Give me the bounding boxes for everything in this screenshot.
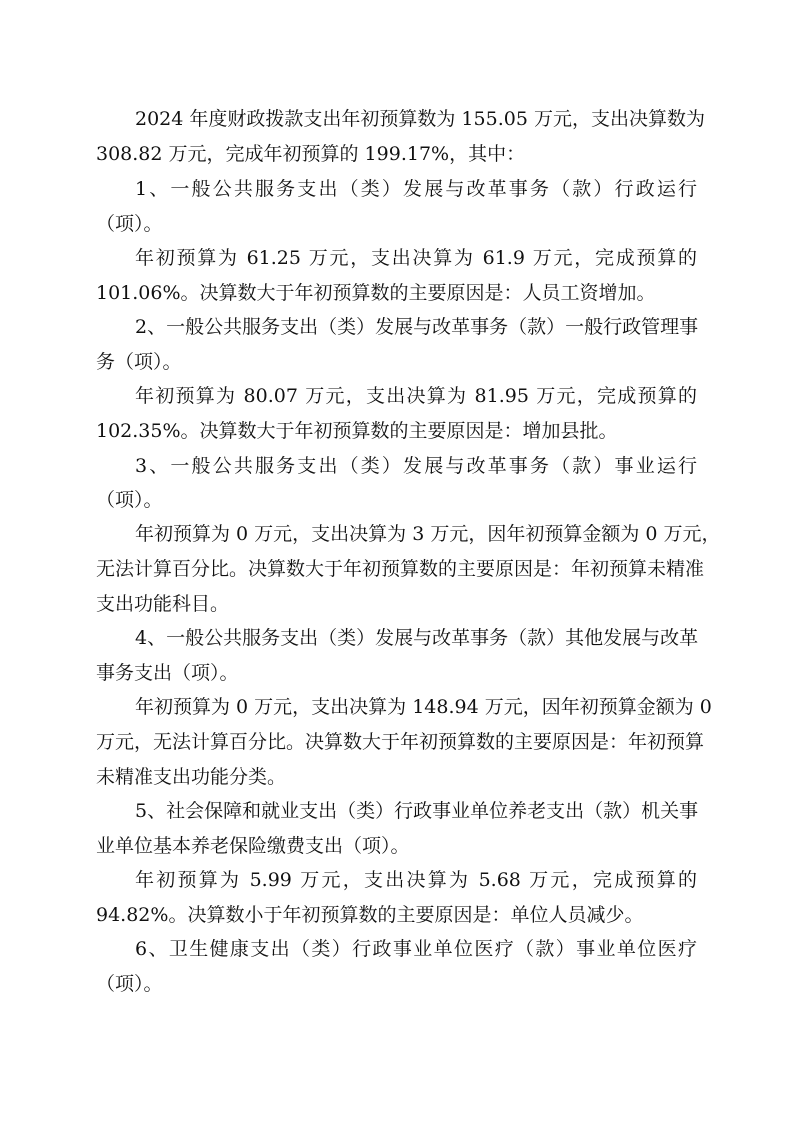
- summary-line-2: 308.82 万元，完成年初预算的 199.17%，其中：: [96, 143, 526, 165]
- item-3-heading-line-1: 3、一般公共服务支出（类）发展与改革事务（款）事业运行: [135, 455, 697, 477]
- item-1-heading-line-2: （项）。: [96, 213, 163, 235]
- item-4-detail-line-2: 万元，无法计算百分比。决算数大于年初预算数的主要原因是：年初预算: [96, 731, 705, 753]
- item-3-detail-line-2: 无法计算百分比。决算数大于年初预算数的主要原因是：年初预算未精准: [96, 558, 705, 580]
- item-4-detail-line-3: 未精准支出功能分类。: [96, 766, 287, 788]
- summary-line-1: 2024 年度财政拨款支出年初预算数为 155.05 万元，支出决算数为: [135, 108, 705, 130]
- item-5-heading-line-1: 5、社会保障和就业支出（类）行政事业单位养老支出（款）机关事: [135, 800, 699, 822]
- item-4-detail-line-1: 年初预算为 0 万元，支出决算为 148.94 万元，因年初预算金额为 0: [135, 696, 712, 718]
- item-5-heading-line-2: 业单位基本养老保险缴费支出（项）。: [96, 835, 410, 857]
- item-3-heading-line-2: （项）。: [96, 489, 163, 511]
- item-2-heading-line-2: 务（项）。: [96, 351, 182, 373]
- item-5-detail-line-1: 年初预算为 5.99 万元，支出决算为 5.68 万元，完成预算的: [135, 869, 697, 891]
- item-2-detail-line-2: 102.35%。决算数大于年初预算数的主要原因是：增加县批。: [96, 420, 618, 442]
- item-1-detail-line-2: 101.06%。决算数大于年初预算数的主要原因是：人员工资增加。: [96, 282, 656, 304]
- item-6-heading-line-1: 6、卫生健康支出（类）行政事业单位医疗（款）事业单位医疗: [135, 938, 697, 960]
- item-5-detail-line-2: 94.82%。决算数小于年初预算数的主要原因是：单位人员减少。: [96, 904, 644, 926]
- item-1-detail-line-1: 年初预算为 61.25 万元，支出决算为 61.9 万元，完成预算的: [135, 247, 697, 269]
- item-2-detail-line-1: 年初预算为 80.07 万元，支出决算为 81.95 万元，完成预算的: [135, 385, 697, 407]
- item-3-detail-line-3: 支出功能科目。: [96, 593, 230, 615]
- item-3-detail-line-1: 年初预算为 0 万元，支出决算为 3 万元，因年初预算金额为 0 万元，: [135, 523, 721, 545]
- item-2-heading-line-1: 2、一般公共服务支出（类）发展与改革事务（款）一般行政管理事: [135, 316, 699, 338]
- item-1-heading-line-1: 1、一般公共服务支出（类）发展与改革事务（款）行政运行: [135, 178, 697, 200]
- item-6-heading-line-2: （项）。: [96, 973, 163, 995]
- item-4-heading-line-1: 4、一般公共服务支出（类）发展与改革事务（款）其他发展与改革: [135, 627, 699, 649]
- item-4-heading-line-2: 事务支出（项）。: [96, 662, 239, 684]
